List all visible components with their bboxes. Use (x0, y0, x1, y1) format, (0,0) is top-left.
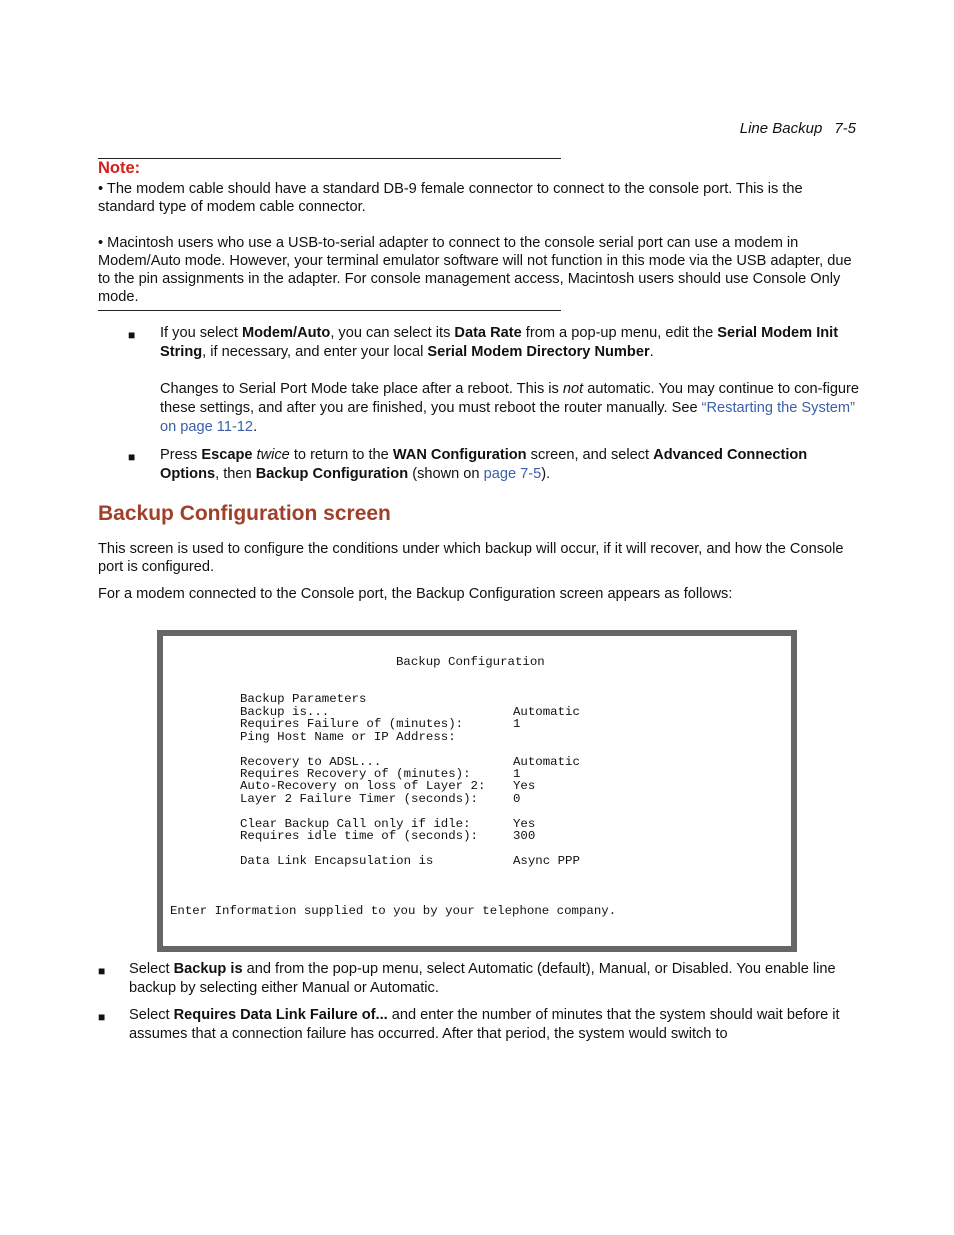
field-value-auto-recovery[interactable]: Yes (513, 779, 536, 793)
field-value-layer2-timer[interactable]: 0 (513, 792, 521, 806)
field-value-idle-time[interactable]: 300 (513, 829, 536, 843)
section-paragraph-1: This screen is used to configure the conditions under which backup will occur, if it will recover, and how the Console port is configured. (98, 541, 844, 575)
bullet-marker: ■ (98, 964, 106, 978)
field-label-requires-recovery: Requires Recovery of (minutes): (240, 767, 471, 781)
bullet-marker: ■ (98, 1010, 106, 1024)
bullet-press-escape: Press Escape twice to return to the WAN Configuration screen, and select Advanced Connection Options, then Backup Configuration (shown on page 7-5). (160, 447, 808, 482)
screen-title: Backup Configuration (396, 655, 545, 669)
field-label-recovery-to-adsl: Recovery to ADSL... (240, 755, 382, 769)
screen-group-label: Backup Parameters (240, 692, 367, 706)
bullet-marker: ■ (128, 328, 136, 342)
field-value-backup-is[interactable]: Automatic (513, 705, 580, 719)
field-value-recovery-to-adsl[interactable]: Automatic (513, 755, 580, 769)
page-7-5-link[interactable]: page 7-5 (483, 466, 542, 482)
note-top-rule (98, 158, 561, 159)
field-label-layer2-timer: Layer 2 Failure Timer (seconds): (240, 792, 478, 806)
field-value-clear-backup[interactable]: Yes (513, 817, 536, 831)
field-label-requires-failure: Requires Failure of (minutes): (240, 717, 464, 731)
page-number: 7-5 (834, 120, 856, 137)
restarting-system-link[interactable]: “Restarting the System” on page 11-12 (160, 400, 855, 435)
header-title: Line Backup (739, 120, 823, 137)
bullet-marker: ■ (128, 450, 136, 464)
field-value-encapsulation[interactable]: Async PPP (513, 854, 580, 868)
bullet-modem-auto-note: Changes to Serial Port Mode take place after a reboot. This is not automatic. You may continue to con-figure these settings, and after you are finished, you must reboot the router manually. See “Restarting the System” on page 11-12. (160, 381, 860, 435)
bullet-select-requires-failure: Select Requires Data Link Failure of... and enter the number of minutes that the system should wait before it assumes that a connection failure has occurred. After that period, the system would switch to (129, 1007, 840, 1042)
field-label-backup-is: Backup is... (240, 705, 330, 719)
note-bottom-rule (98, 310, 561, 311)
field-value-requires-recovery[interactable]: 1 (513, 767, 521, 781)
screen-status-line: Enter Information supplied to you by your telephone company. (170, 904, 617, 918)
note-title: Note: (98, 159, 141, 177)
note-paragraph-2: • Macintosh users who use a USB-to-serial adapter to connect to the console serial port can use a modem in Modem/Auto mode. However, your terminal emulator software will not function in this mode via the USB adapter, due to the pin assignments in the adapter. For console management access, Macintosh users should use Console Only mode. (98, 235, 852, 305)
field-label-clear-backup: Clear Backup Call only if idle: (240, 817, 471, 831)
note-paragraph-1: • The modem cable should have a standard DB-9 female connector to connect to the console port. This is the standard type of modem cable connector. (98, 181, 803, 215)
bullet-select-backup-is: Select Backup is and from the pop-up menu, select Automatic (default), Manual, or Disabled. You enable line backup by selecting either Manual or Automatic. (129, 961, 836, 996)
field-label-ping-host: Ping Host Name or IP Address: (240, 730, 456, 744)
field-label-encapsulation: Data Link Encapsulation is (240, 854, 434, 868)
field-label-auto-recovery: Auto-Recovery on loss of Layer 2: (240, 779, 486, 793)
section-heading: Backup Configuration screen (98, 502, 391, 525)
bullet-modem-auto: If you select Modem/Auto, you can select its Data Rate from a pop-up menu, edit the Serial Modem Init String, if necessary, and enter your local Serial Modem Directory Number. (160, 325, 839, 360)
section-paragraph-2: For a modem connected to the Console port, the Backup Configuration screen appears as follows: (98, 586, 733, 602)
field-value-requires-failure[interactable]: 1 (513, 717, 521, 731)
running-header (740, 120, 856, 137)
backup-configuration-screen (157, 630, 797, 952)
field-label-idle-time: Requires idle time of (seconds): (240, 829, 478, 843)
